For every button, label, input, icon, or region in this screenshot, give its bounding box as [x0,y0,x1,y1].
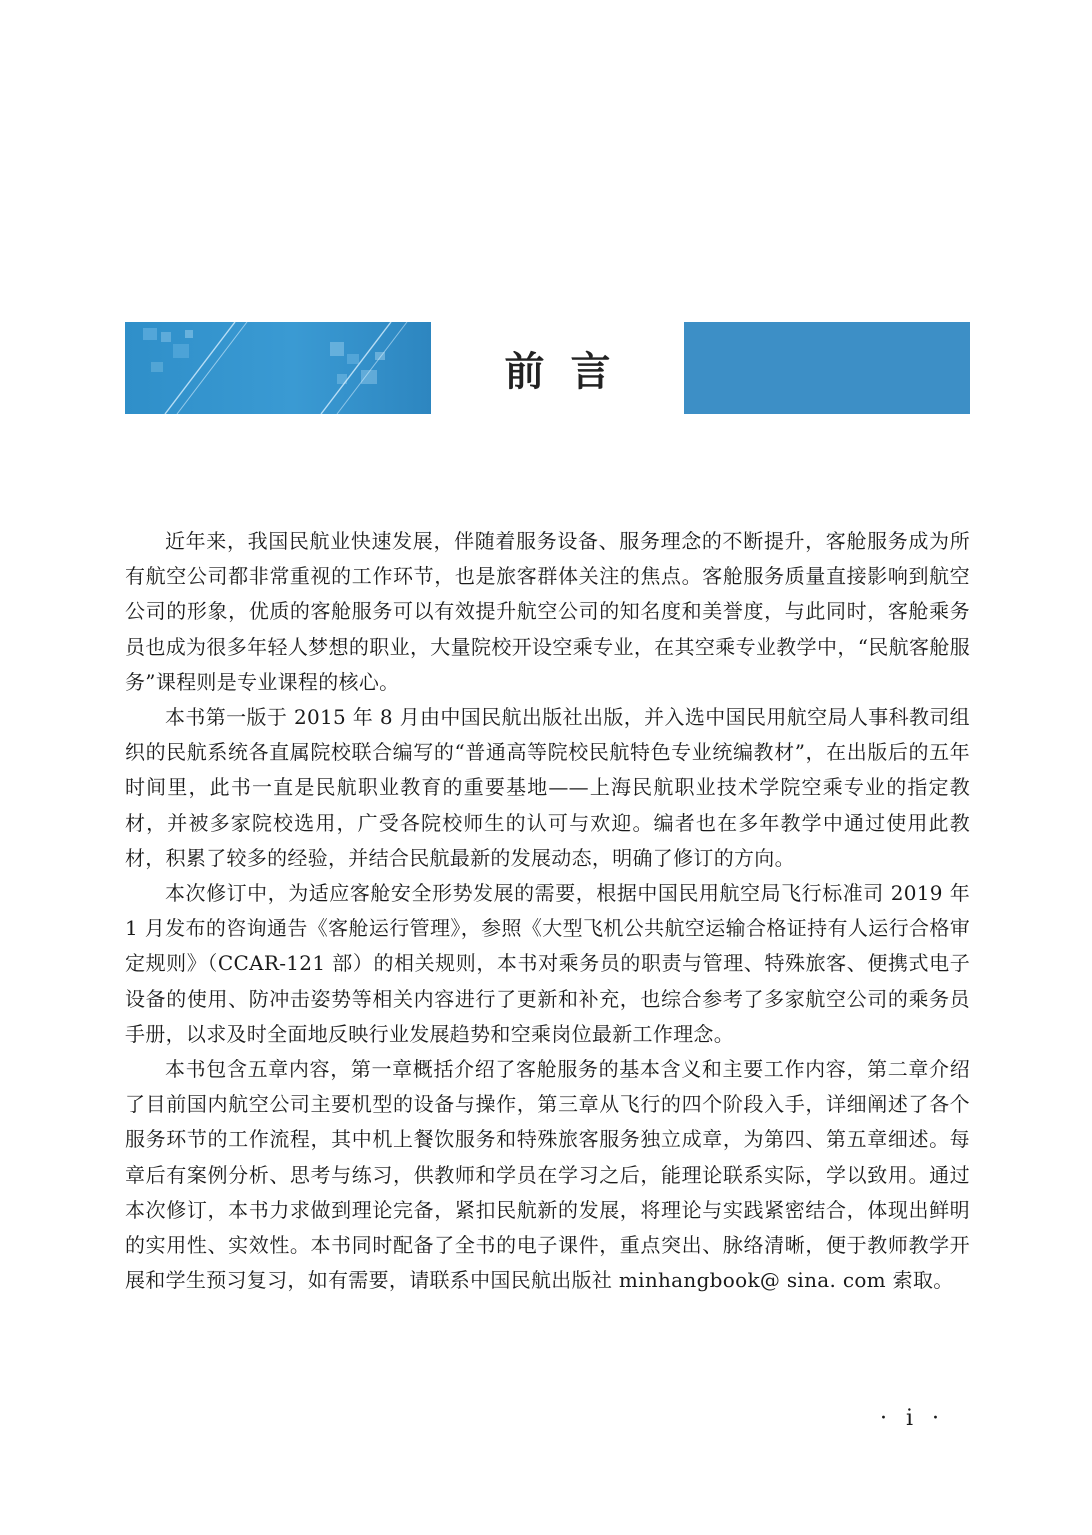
page-title: 前言 [504,348,637,395]
page-number: · i · [880,1406,946,1431]
preface-body [125,524,970,1298]
banner-decoration [125,322,431,414]
paragraph-1: 近年来，我国民航业快速发展，伴随着服务设备、服务理念的不断提升，客舱服务成为所有航空公司都非常重视的工作环节，也是旅客群体关注的焦点。客舱服务质量直接影响到航空公司的形象，优质的客舱服务可以有效提升航空公司的知名度和美誉度，与此同时，客舱乘务员也成为很多年轻人梦想的职业，大量院校开设空乘专业，在其空乘专业教学中，“民航客舱服务”课程则是专业课程的核心。 [125,529,970,694]
chapter-title-banner [125,322,970,414]
banner-pattern-graphic [125,322,431,414]
banner-color-block [684,322,970,414]
paragraph-3: 本次修订中，为适应客舱安全形势发展的需要，根据中国民用航空局飞行标准司 2019 年 1 月发布的咨询通告《客舱运行管理》，参照《大型飞机公共航空运输合格证持有人运行合格审定规则》（CCAR-121 部）的相关规则，本书对乘务员的职责与管理、特殊旅客、便携式电子设备的使用、防冲击姿势等相关内容进行了更新和补充，也综合参考了多家航空公司的乘务员手册，以求及时全面地反映行业发展趋势和空乘岗位最新工作理念。 [125,881,970,1046]
paragraph-4: 本书包含五章内容，第一章概括介绍了客舱服务的基本含义和主要工作内容，第二章介绍了目前国内航空公司主要机型的设备与操作，第三章从飞行的四个阶段入手，详细阐述了各个服务环节的工作流程，其中机上餐饮服务和特殊旅客服务独立成章，为第四、第五章细述。每章后有案例分析、思考与练习，供教师和学员在学习之后，能理论联系实际，学以致用。通过本次修订，本书力求做到理论完备，紧扣民航新的发展，将理论与实践紧密结合，体现出鲜明的实用性、实效性。本书同时配备了全书的电子课件，重点突出、脉络清晰，便于教师教学开展和学生预习复习，如有需要，请联系中国民航出版社 minhangbook@ sina. com 索取。 [125,1057,970,1293]
paragraph-2: 本书第一版于 2015 年 8 月由中国民航出版社出版，并入选中国民用航空局人事科教司组织的民航系统各直属院校联合编写的“普通高等院校民航特色专业统编教材”，在出版后的五年时间里，此书一直是民航职业教育的重要基地——上海民航职业技术学院空乘专业的指定教材，并被多家院校选用，广受各院校师生的认可与欢迎。编者也在多年教学中通过使用此教材，积累了较多的经验，并结合民航最新的发展动态，明确了修订的方向。 [125,705,970,870]
